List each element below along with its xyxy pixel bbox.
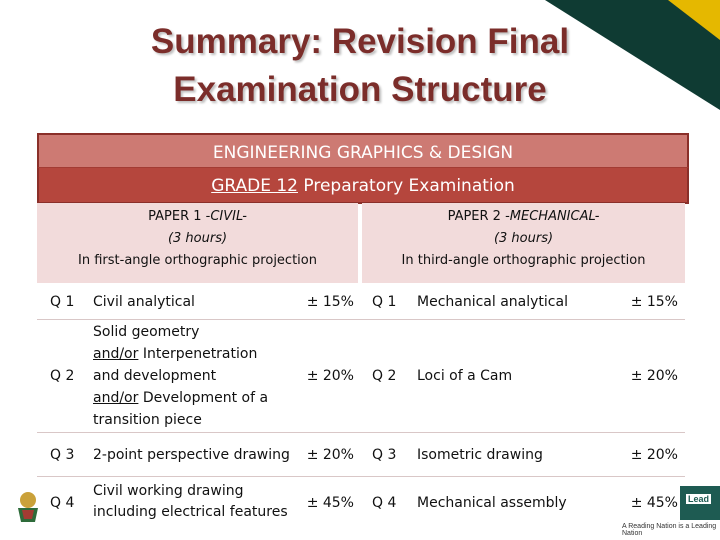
paper-2-proj-rest: orthographic projection [488, 253, 646, 268]
exam-text: Preparatory Examination [297, 176, 515, 196]
paper-1-proj-prefix: In [78, 253, 95, 268]
p1-q3-number: Q 3 [50, 447, 75, 463]
slide-title [60, 18, 660, 114]
row-divider [37, 432, 685, 433]
p1-q2-desc [93, 321, 303, 431]
p2-q4-number: Q 4 [372, 495, 397, 511]
p1-q4-line-1: Civil working drawing [93, 483, 244, 499]
p1-q2-andor-2: and/or [93, 390, 139, 406]
p1-q3-desc: 2-point perspective drawing [93, 447, 290, 463]
grade-text: GRADE 12 [211, 176, 298, 196]
p1-q2-line-1: Solid geometry [93, 324, 200, 340]
p1-q4-line-2: including electrical features [93, 504, 288, 520]
p1-q2-line-4: Development of a [138, 390, 269, 406]
paper-2-duration: (3 hours) [493, 231, 554, 246]
p1-q2-andor-1: and/or [93, 346, 139, 362]
p2-q2-number: Q 2 [372, 368, 397, 384]
row-divider [37, 476, 685, 477]
paper-1-header [37, 203, 358, 283]
p2-q1-weight: ± 15% [630, 294, 678, 310]
p1-q4-desc [93, 481, 308, 525]
p2-q3-desc: Isometric drawing [417, 447, 543, 463]
p1-q2-line-5: transition piece [93, 412, 202, 428]
p1-q1-weight: ± 15% [306, 294, 354, 310]
paper-1-duration: (3 hours) [167, 231, 228, 246]
p2-q4-desc: Mechanical assembly [417, 495, 567, 511]
p1-q2-weight: ± 20% [306, 368, 354, 384]
paper-2-proj-prefix: In [401, 253, 418, 268]
paper-1-proj-rest: orthographic projection [160, 253, 317, 268]
p2-q3-number: Q 3 [372, 447, 397, 463]
paper-1-proj-angle: first-angle [94, 253, 161, 268]
paper-2-name: MECHANICAL- [509, 209, 600, 224]
p2-q4-weight: ± 45% [630, 495, 678, 511]
subject-text: ENGINEERING GRAPHICS & DESIGN [212, 143, 514, 163]
p2-q2-desc: Loci of a Cam [417, 368, 513, 384]
p1-q2-number: Q 2 [50, 368, 75, 384]
p2-q1-desc: Mechanical analytical [417, 294, 568, 310]
p2-q2-weight: ± 20% [630, 368, 678, 384]
p1-q4-weight: ± 45% [306, 495, 354, 511]
coat-of-arms-icon [8, 486, 48, 526]
paper-1-prefix: PAPER 1 - [148, 209, 211, 224]
p2-q3-weight: ± 20% [630, 447, 678, 463]
p1-q2-line-3: and development [93, 368, 217, 384]
grade-banner [37, 167, 689, 204]
p1-q3-weight: ± 20% [306, 447, 354, 463]
paper-2-proj-angle: third-angle [417, 253, 489, 268]
corner-accent [668, 0, 720, 40]
p1-q1-number: Q 1 [50, 294, 75, 310]
paper-2-prefix: PAPER 2 - [447, 209, 510, 224]
title-line-2: Examination Structure [173, 70, 547, 109]
paper-1-name: CIVIL- [210, 209, 247, 224]
logo-tagline: A Reading Nation is a Leading Nation [622, 523, 717, 537]
p1-q2-line-2: Interpenetration [138, 346, 258, 362]
lead-logo-text: Lead [688, 494, 710, 504]
paper-2-header [362, 203, 685, 283]
subject-banner [37, 133, 689, 168]
p1-q1-desc: Civil analytical [93, 294, 195, 310]
title-line-1: Summary: Revision Final [150, 22, 570, 61]
p1-q4-number: Q 4 [50, 495, 75, 511]
row-divider [37, 319, 685, 320]
p2-q1-number: Q 1 [372, 294, 397, 310]
